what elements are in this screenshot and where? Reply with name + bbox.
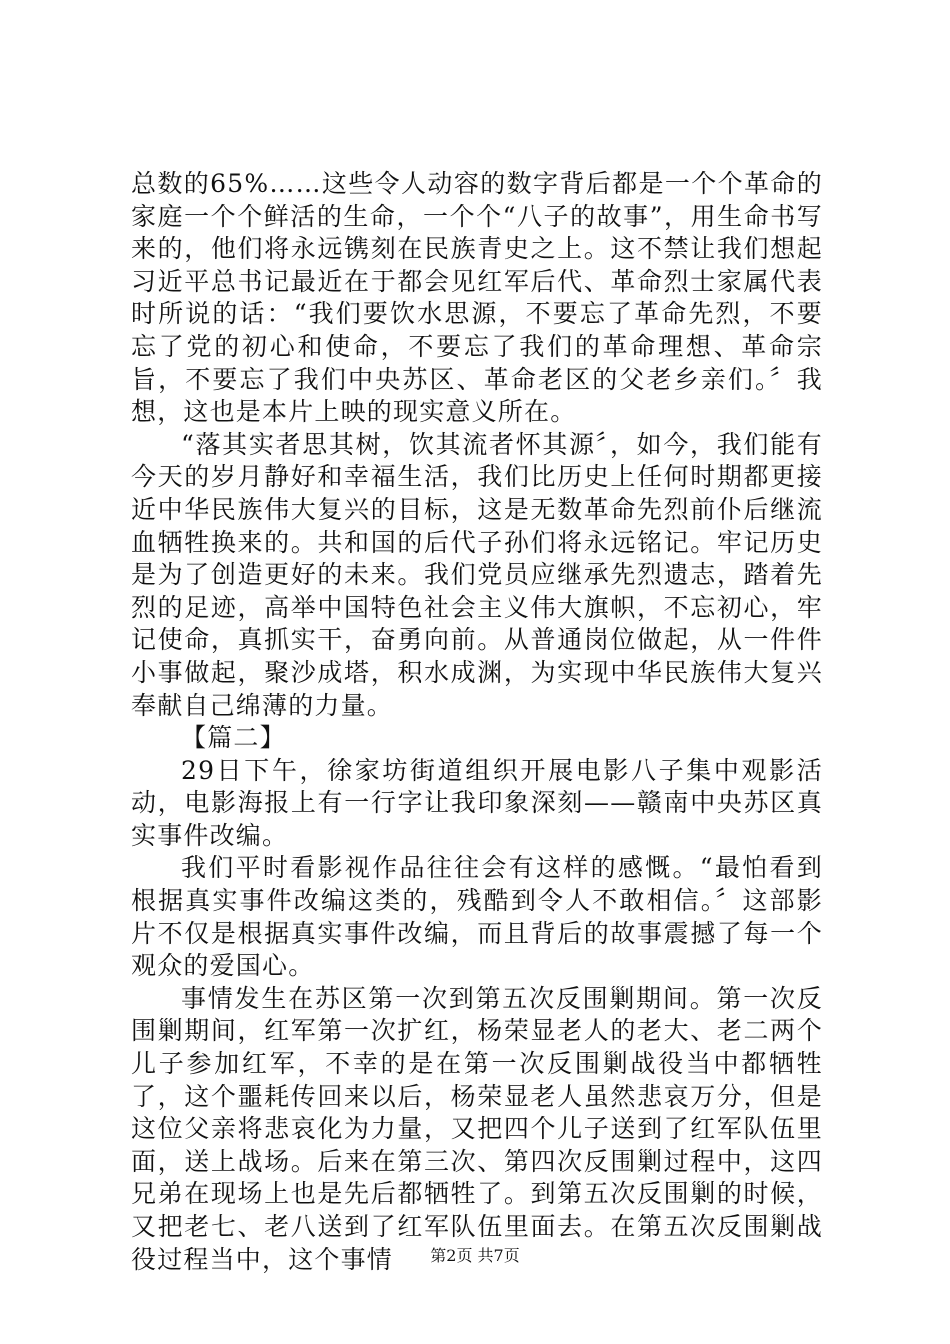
paragraph-3: 29日下午，徐家坊街道组织开展电影八子集中观影活动，电影海报上有一行字让我印象深刻——赣南中央苏区真实事件改编。: [131, 755, 823, 850]
section-heading: 【篇二】: [181, 723, 286, 753]
document-body: [131, 168, 823, 1276]
paragraph-5: 事情发生在苏区第一次到第五次反围剿期间。第一次反围剿期间，红军第一次扩红，杨荣显老人的老大、老二两个儿子参加红军，不幸的是在第一次反围剿战役当中都牺牲了，这个噩耗传回来以后，杨荣显老人虽然悲哀万分，但是这位父亲将悲哀化为力量，又把四个儿子送到了红军队伍里面，送上战场。后来在第三次、第四次反围剿过程中，这四兄弟在现场上也是先后都牺牲了。到第五次反围剿的时候，又把老七、老八送到了红军队伍里面去。在第五次反围剿战役过程当中，这个事情: [131, 983, 823, 1274]
paragraph-4: 我们平时看影视作品往往会有这样的感慨。“最怕看到根据真实事件改编这类的，残酷到令人不敢相信。〞这部影片不仅是根据真实事件改编，而且背后的故事震撼了每一个观众的爱国心。: [131, 853, 823, 981]
page-footer: 第2页 共7页: [430, 1246, 520, 1265]
paragraph-1: 总数的65%……这些令人动容的数字背后都是一个个革命的家庭一个个鲜活的生命，一个个“八子的故事”，用生命书写来的，他们将永远镌刻在民族青史之上。这不禁让我们想起习近平总书记最近在于都会见红军后代、革命烈士家属代表时所说的话：“我们要饮水思源，不要忘了革命先烈，不要忘了党的初心和使命，不要忘了我们的革命理想、革命宗旨，不要忘了我们中央苏区、革命老区的父老乡亲们。〞我想，这也是本片上映的现实意义所在。: [131, 169, 823, 427]
paragraph-2: “落其实者思其树，饮其流者怀其源〞，如今，我们能有今天的岁月静好和幸福生活，我们比历史上任何时期都更接近中华民族伟大复兴的目标，这是无数革命先烈前仆后继流血牺牲换来的。共和国的后代子孙们将永远铭记。牢记历史是为了创造更好的未来。我们党员应继承先烈遗志，踏着先烈的足迹，高举中国特色社会主义伟大旗帜，不忘初心，牢记使命，真抓实干，奋勇向前。从普通岗位做起，从一件件小事做起，聚沙成塔，积水成渊，为实现中华民族伟大复兴奉献自己绵薄的力量。: [131, 429, 823, 720]
